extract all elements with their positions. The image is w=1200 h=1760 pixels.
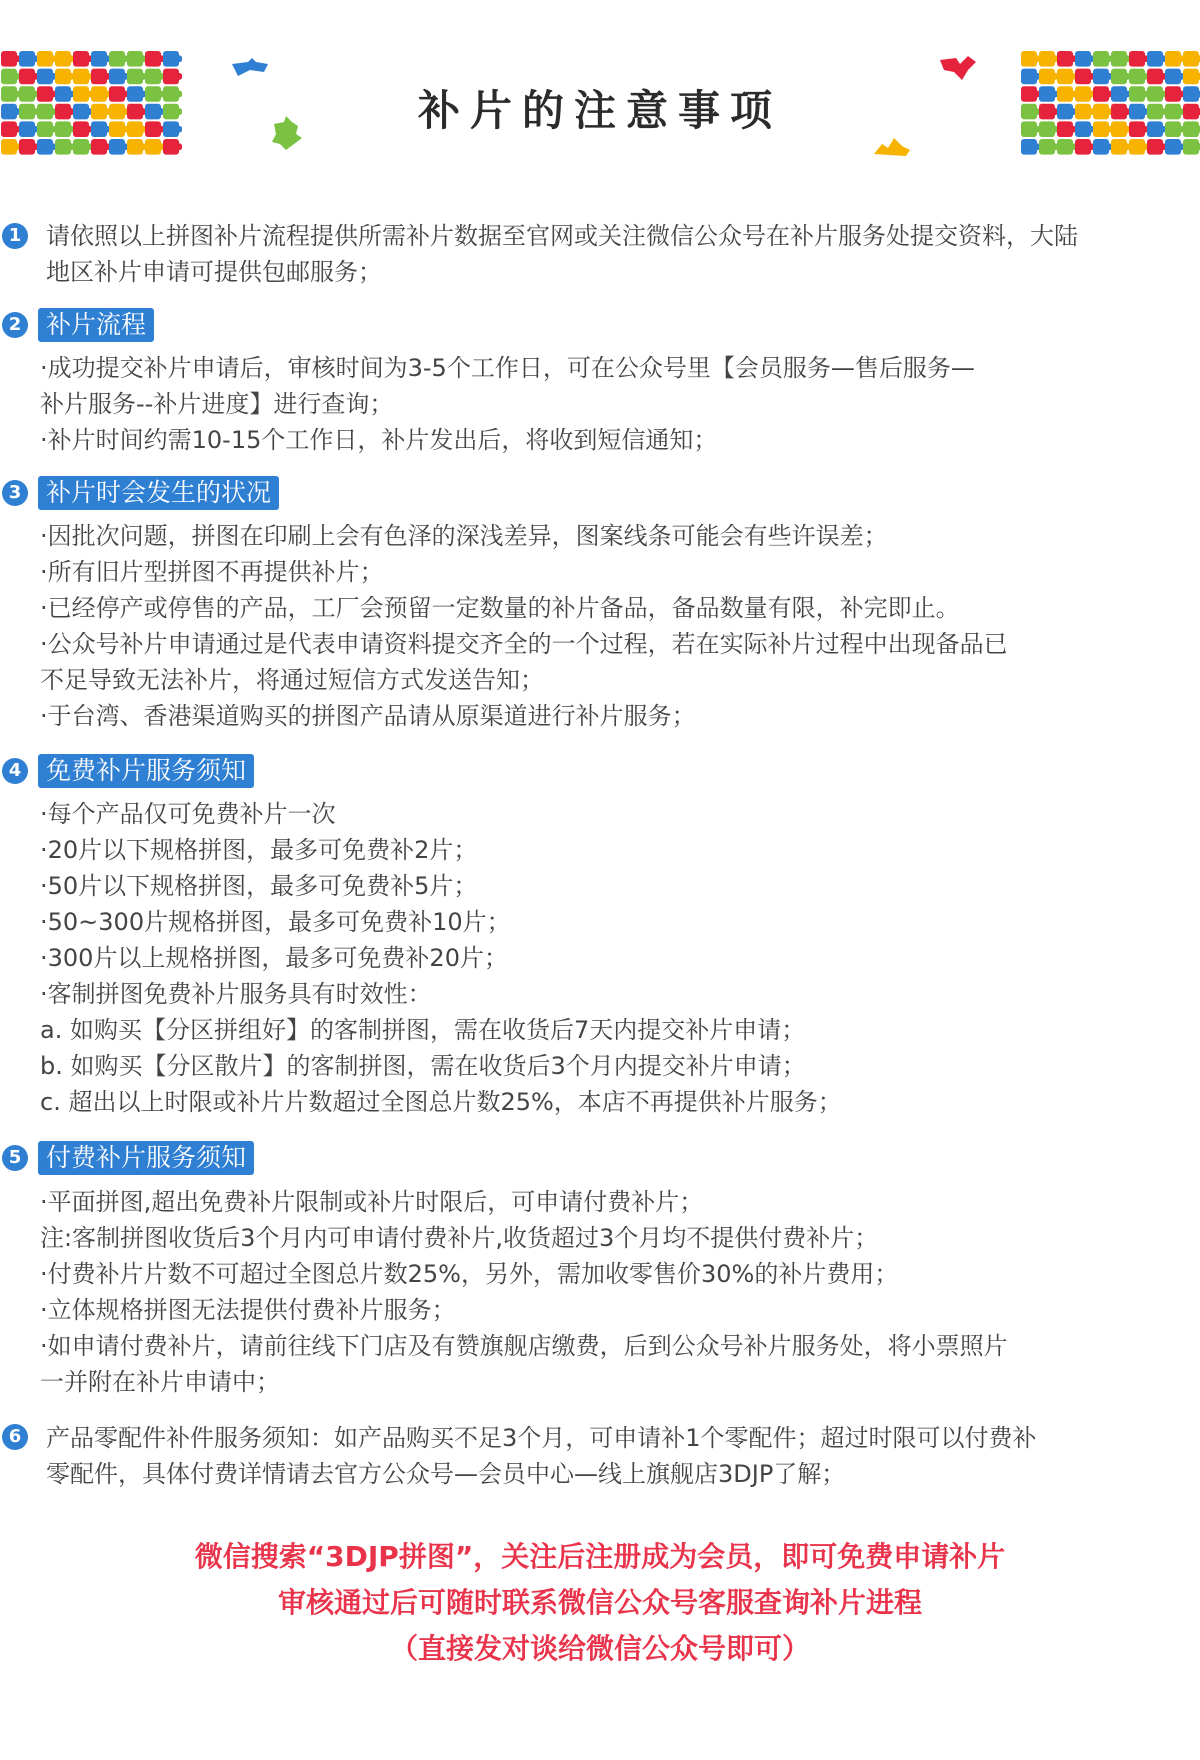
section-3-line-5: 不足导致无法补片，将通过短信方式发送告知； [40,666,544,694]
section-3-line-6: ·于台湾、香港渠道购买的拼图产品请从原渠道进行补片服务； [40,702,696,730]
yellow-puzzle-piece-icon [872,136,912,158]
section-3-line-1: ·因批次问题，拼图在印刷上会有色泽的深浅差异，图案线条可能会有些许误差； [40,522,888,550]
section-4-line-8: b. 如购买【分区散片】的客制拼图，需在收货后3个月内提交补片申请； [40,1052,806,1080]
notice-line-3: （直接发对谈给微信公众号即可） [389,1632,810,1665]
page-title: 补片的注意事项 [417,86,782,135]
section-5-line-4: ·立体规格拼图无法提供付费补片服务； [40,1296,456,1324]
section-2-line-3: ·补片时间约需10-15个工作日，补片发出后，将收到短信通知； [40,426,718,454]
section-6-text-line-2: 零配件，具体付费详情请去官方公众号—会员中心—线上旗舰店3DJP了解； [46,1460,846,1488]
section-3-line-2: ·所有旧片型拼图不再提供补片； [40,558,384,586]
section-5-line-2: 注:客制拼图收货后3个月内可申请付费补片,收货超过3个月均不提供付费补片； [40,1224,879,1252]
section-5-number: 5 [2,1145,28,1171]
section-3-line-3: ·已经停产或停售的产品，工厂会预留一定数量的补片备品，备品数量有限，补完即止。 [40,594,960,622]
blue-puzzle-piece-icon [230,58,270,78]
section-2-line-2: 补片服务--补片进度】进行查询； [40,390,394,418]
section-6-number: 6 [2,1424,28,1450]
section-1-number: 1 [2,223,28,249]
section-4-line-2: ·20片以下规格拼图，最多可免费补2片； [40,836,478,864]
section-4-line-3: ·50片以下规格拼图，最多可免费补5片； [40,872,478,900]
section-1-text-line-1: 请依照以上拼图补片流程提供所需补片数据至官网或关注微信公众号在补片服务处提交资料，大陆 [46,222,1078,250]
section-4-line-5: ·300片以上规格拼图，最多可免费补20片； [40,944,508,972]
section-5-line-1: ·平面拼图,超出免费补片限制或补片时限后，可申请付费补片； [40,1188,704,1216]
header [0,0,1200,180]
section-4-line-6: ·客制拼图免费补片服务具有时效性： [40,980,432,1008]
section-2-number: 2 [2,312,28,338]
section-3-line-4: ·公众号补片申请通过是代表申请资料提交齐全的一个过程，若在实际补片过程中出现备品已 [40,630,1008,658]
section-2-line-1: ·成功提交补片申请后，审核时间为3-5个工作日，可在公众号里【会员服务—售后服务— [40,354,975,382]
section-4-line-4: ·50~300片规格拼图，最多可免费补10片； [40,908,511,936]
section-5-line-3: ·付费补片片数不可超过全图总片数25%，另外，需加收零售价30%的补片费用； [40,1260,899,1288]
section-1-text-line-2: 地区补片申请可提供包邮服务； [46,258,382,286]
section-5-line-5: ·如申请付费补片，请前往线下门店及有赞旗舰店缴费，后到公众号补片服务处，将小票照片 [40,1332,1008,1360]
section-5-line-6: 一并附在补片申请中； [40,1368,280,1396]
section-3-label: 补片时会发生的状况 [38,476,279,510]
section-6-text-line-1: 产品零配件补件服务须知：如产品购买不足3个月，可申请补1个零配件；超过时限可以付费补 [46,1424,1037,1452]
notice-line-2: 审核通过后可随时联系微信公众号客服查询补片进程 [277,1586,922,1619]
section-4-line-1: ·每个产品仅可免费补片一次 [40,800,336,828]
section-4-line-9: c. 超出以上时限或补片片数超过全图总片数25%，本店不再提供补片服务； [40,1088,842,1116]
section-4-line-7: a. 如购买【分区拼组好】的客制拼图，需在收货后7天内提交补片申请； [40,1016,806,1044]
section-5-label: 付费补片服务须知 [38,1141,254,1175]
section-4-label: 免费补片服务须知 [38,754,254,788]
section-2-label: 补片流程 [38,308,154,342]
section-3-number: 3 [2,480,28,506]
section-4-number: 4 [2,758,28,784]
notice-line-1: 微信搜索“3DJP拼图”，关注后注册成为会员，即可免费申请补片 [194,1540,1006,1573]
